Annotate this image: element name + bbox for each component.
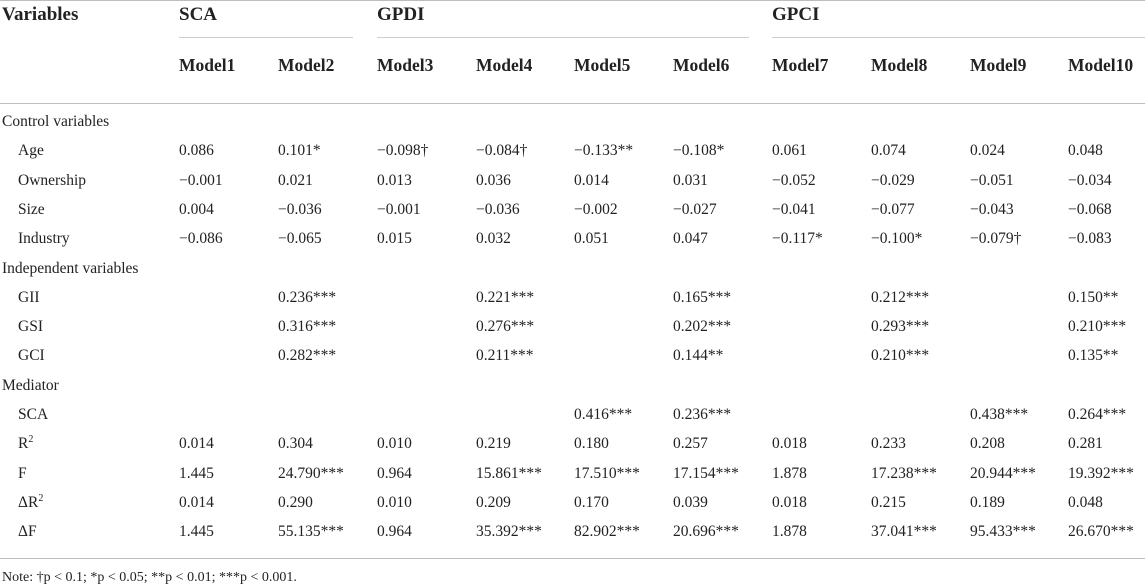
row-label [18,523,37,541]
row-label-text: ΔR [18,493,39,511]
table-cell: 0.048 [1068,142,1103,160]
top-rule [0,0,1145,1]
model-header-10: Model10 [1068,55,1134,75]
row-label [18,347,45,365]
table-cell: 0.281 [1068,435,1103,453]
table-cell: 0.438*** [970,406,1029,423]
row-label-text: R [18,435,29,453]
table-cell: −0.065 [278,230,322,248]
table-cell: 1.445 [179,464,214,482]
model-header-7: Model7 [772,55,829,75]
table-cell: 0.013 [377,171,412,189]
table-cell: −0.084† [476,142,528,160]
table-cell: 0.135** [1068,347,1119,365]
table-cell: 20.696*** [673,523,739,541]
group-header-sca: SCA [179,4,218,25]
table-cell: 0.048 [1068,493,1103,511]
table-cell: 0.010 [377,493,412,511]
header-rule [0,103,1145,104]
model-header-1: Model1 [179,55,236,75]
table-cell: 0.031 [673,171,708,189]
table-cell: 26.670*** [1068,523,1134,541]
table-cell: 95.433*** [970,523,1036,541]
table-cell: 0.202*** [673,318,732,336]
table-cell: 35.392*** [476,523,542,541]
table-cell: −0.036 [476,200,520,218]
table-cell: 0.964 [377,464,412,482]
group-header-gpdi: GPDI [377,4,425,25]
model-header-4: Model4 [476,55,533,75]
model-header-3: Model3 [377,55,434,75]
table-cell: 0.014 [179,493,214,511]
table-cell: 20.944*** [970,464,1036,482]
group-underline-gpdi [377,37,749,38]
superscript: 2 [28,434,34,446]
table-cell: 0.233 [871,435,906,453]
table-cell: 0.221*** [476,288,535,306]
table-cell: −0.043 [970,200,1014,218]
row-label-text: ΔF [18,523,37,541]
row-label-text: Independent variables [2,259,139,277]
table-cell: 0.210*** [871,347,930,365]
row-label [18,142,44,160]
table-cell: 0.210*** [1068,318,1127,336]
table-cell: −0.002 [574,200,618,218]
row-label-text: Age [18,142,44,160]
table-cell: 19.392*** [1068,464,1134,482]
row-label [18,406,48,424]
table-cell: 0.170 [574,493,609,511]
table-cell: 0.086 [179,142,214,160]
table-cell: 0.047 [673,230,708,248]
group-underline-gpci [772,37,1145,38]
table-cell: 0.014 [179,435,214,453]
bottom-rule [0,558,1145,559]
table-cell: 0.290 [278,493,313,511]
model-header-8: Model8 [871,55,928,75]
table-cell: 1.445 [179,523,214,541]
model-header-9: Model9 [970,55,1027,75]
table-cell: 0.215 [871,493,906,511]
table-cell: 0.293*** [871,318,930,336]
table-cell: 0.316*** [278,318,337,336]
table-cell: 37.041*** [871,523,937,541]
table-cell: 0.219 [476,435,511,453]
table-cell: −0.034 [1068,171,1112,189]
table-cell: 0.061 [772,142,807,160]
section-label [2,377,59,395]
row-label [18,318,43,336]
table-cell: 55.135*** [278,523,344,541]
row-label [18,230,70,248]
model-header-6: Model6 [673,55,730,75]
table-cell: 0.180 [574,435,609,453]
table-cell: 0.039 [673,493,708,511]
row-label-text: SCA [18,406,49,423]
row-label-text: Ownership [18,171,87,189]
table-cell: 17.154*** [673,464,739,482]
table-cell: 0.014 [574,171,609,189]
table-cell: 0.282*** [278,347,337,365]
table-cell: 0.018 [772,493,807,511]
table-cell: 0.101* [278,142,321,160]
table-cell: 0.024 [970,142,1005,160]
table-cell: 24.790*** [278,464,344,482]
table-cell: 17.238*** [871,464,937,482]
table-cell: 0.236*** [278,288,337,306]
table-cell: 0.036 [476,171,511,189]
table-cell: 0.165*** [673,288,732,306]
row-label-text: GSI [18,318,43,336]
table-cell: −0.027 [673,200,717,218]
row-label-text: GCI [18,347,45,365]
table-cell: −0.117* [772,230,823,248]
table-cell: −0.077 [871,200,915,218]
table-cell: 0.964 [377,523,412,541]
table-cell: 0.032 [476,230,511,248]
table-cell: 0.236*** [673,406,732,423]
table-cell: 0.004 [179,200,214,218]
group-header-gpci: GPCI [772,4,820,25]
row-label [18,465,27,483]
variables-header: Variables [2,4,79,25]
table-cell: 0.010 [377,435,412,453]
table-cell: −0.108* [673,142,725,160]
table-cell: −0.133** [574,142,634,160]
row-label [18,201,45,219]
table-cell: 0.416*** [574,406,633,423]
row-label-text: Industry [18,230,70,248]
table-cell: −0.068 [1068,200,1112,218]
table-cell: −0.098† [377,142,429,160]
table-cell: 1.878 [772,464,807,482]
table-cell: 0.015 [377,230,412,248]
table-cell: 0.189 [970,493,1005,511]
table-cell: 0.021 [278,171,313,189]
table-cell: 0.304 [278,435,313,453]
row-label [18,494,43,512]
table-cell: −0.001 [377,200,421,218]
table-cell: −0.051 [970,171,1014,189]
table-cell: 0.257 [673,435,708,453]
table-cell: 0.051 [574,230,609,248]
table-cell: 0.209 [476,493,511,511]
table-note: Note: †p < 0.1; *p < 0.05; **p < 0.01; ***p < 0.001. [2,570,297,585]
table-cell: −0.079† [970,230,1022,248]
group-underline-sca [179,37,353,38]
row-label [18,435,33,453]
table-cell: −0.036 [278,200,322,218]
row-label [18,172,86,190]
row-label-text: F [18,464,27,482]
table-cell: 0.208 [970,435,1005,453]
table-cell: 17.510*** [574,464,640,482]
table-cell: 0.150** [1068,288,1119,306]
row-label [18,289,40,307]
table-cell: −0.041 [772,200,816,218]
table-cell: −0.052 [772,171,816,189]
table-cell: 0.211*** [476,347,534,365]
table-cell: 0.144** [673,347,724,365]
table-cell: 0.264*** [1068,406,1127,423]
model-header-2: Model2 [278,55,335,75]
row-label-text: Size [18,200,45,218]
table-cell: −0.100* [871,230,923,248]
table-cell: −0.086 [179,230,223,248]
superscript: 2 [38,492,44,504]
table-cell: 0.018 [772,435,807,453]
table-cell: 0.074 [871,142,906,160]
table-cell: −0.083 [1068,230,1112,248]
section-label [2,260,138,278]
table-cell: 82.902*** [574,523,640,541]
table-cell: −0.001 [179,171,223,189]
row-label-text: Control variables [2,113,110,130]
row-label-text: Mediator [2,376,59,394]
model-header-5: Model5 [574,55,631,75]
table-cell: 0.212*** [871,288,930,306]
section-label [2,113,109,131]
table-cell: −0.029 [871,171,915,189]
table-cell: 0.276*** [476,318,535,336]
table-cell: 15.861*** [476,464,542,482]
table-cell: 1.878 [772,523,807,541]
row-label-text: GII [18,288,40,306]
